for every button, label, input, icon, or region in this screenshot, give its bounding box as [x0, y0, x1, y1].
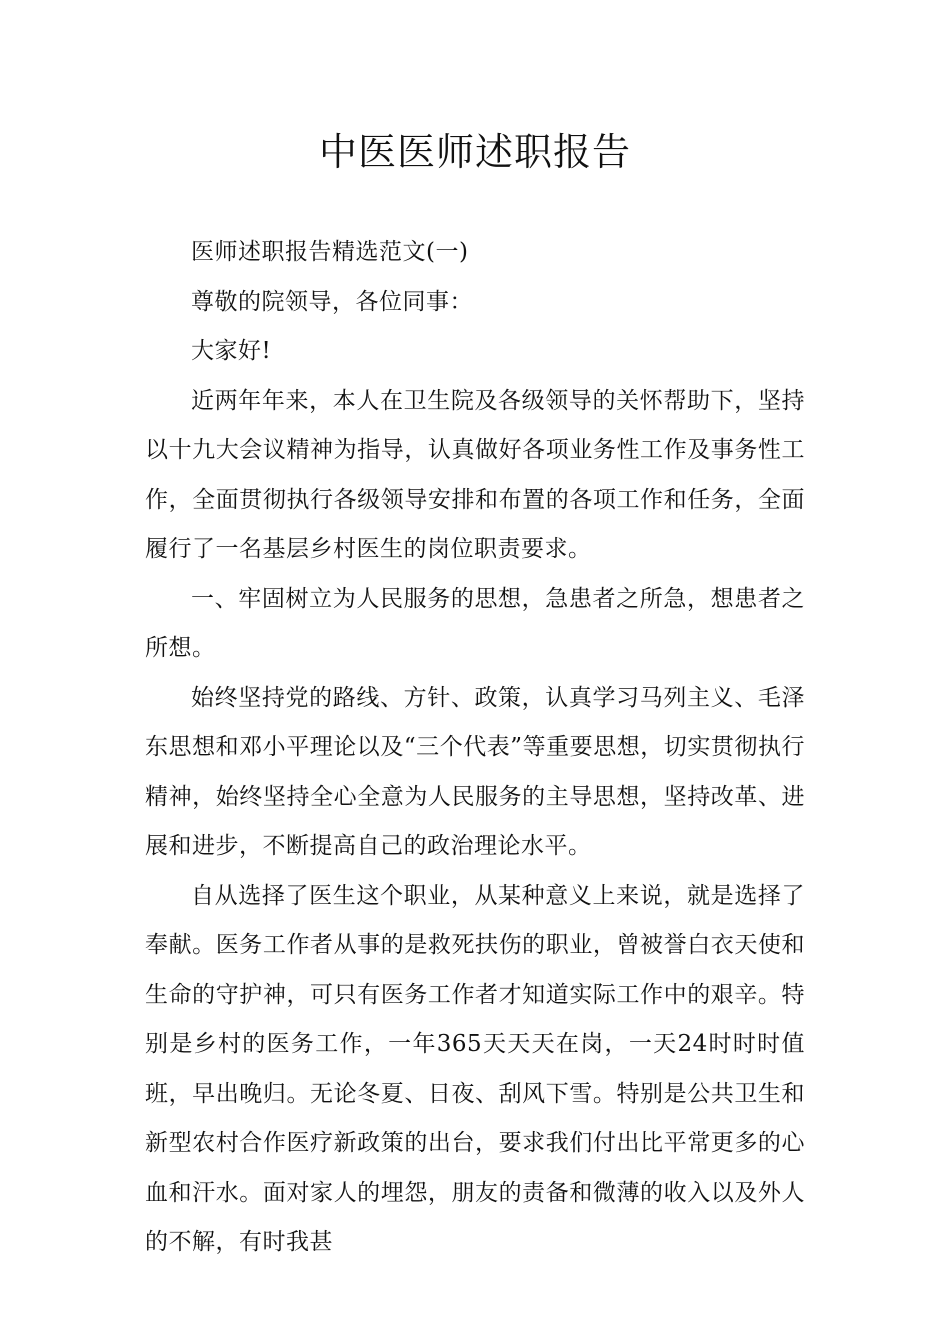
document-title: 中医医师述职报告: [318, 130, 631, 174]
paragraph-political: 始终坚持党的路线、方针、政策，认真学习马列主义、毛泽东思想和邓小平理论以及“三个代表”等重要思想，切实贯彻执行精神，始终坚持全心全意为人民服务的主导思想，坚持改革、进展和进步，不断提高自己的政治理论水平。: [145, 684, 805, 859]
paragraph-intro: 近两年年来，本人在卫生院及各级领导的关怀帮助下，坚持以十九大会议精神为指导，认真做好各项业务性工作及事务性工作，全面贯彻执行各级领导安排和布置的各项工作和任务，全面履行了一名基层乡村医生的岗位职责要求。: [145, 387, 805, 562]
paragraph-salutation: 尊敬的院领导，各位同事：: [191, 288, 473, 315]
document-body: [145, 228, 805, 1268]
paragraph-greeting: 大家好!: [191, 338, 272, 364]
paragraph-section-heading: 一、牢固树立为人民服务的思想，急患者之所急，想患者之所想。: [145, 585, 805, 661]
paragraph-dedication: 自从选择了医生这个职业，从某种意义上来说，就是选择了奉献。医务工作者从事的是救死扶伤的职业，曾被誉白衣天使和生命的守护神，可只有医务工作者才知道实际工作中的艰辛。特别是乡村的医务工作，一年365天天天在岗，一天24时时时值班，早出晚归。无论冬夏、日夜、刮风下雪。特别是公共卫生和新型农村合作医疗新政策的出台，要求我们付出比平常更多的心血和汗水。面对家人的埋怨，朋友的责备和微薄的收入以及外人的不解，有时我甚: [145, 882, 805, 1255]
paragraph-subtitle: 医师述职报告精选范文(一): [191, 239, 469, 265]
